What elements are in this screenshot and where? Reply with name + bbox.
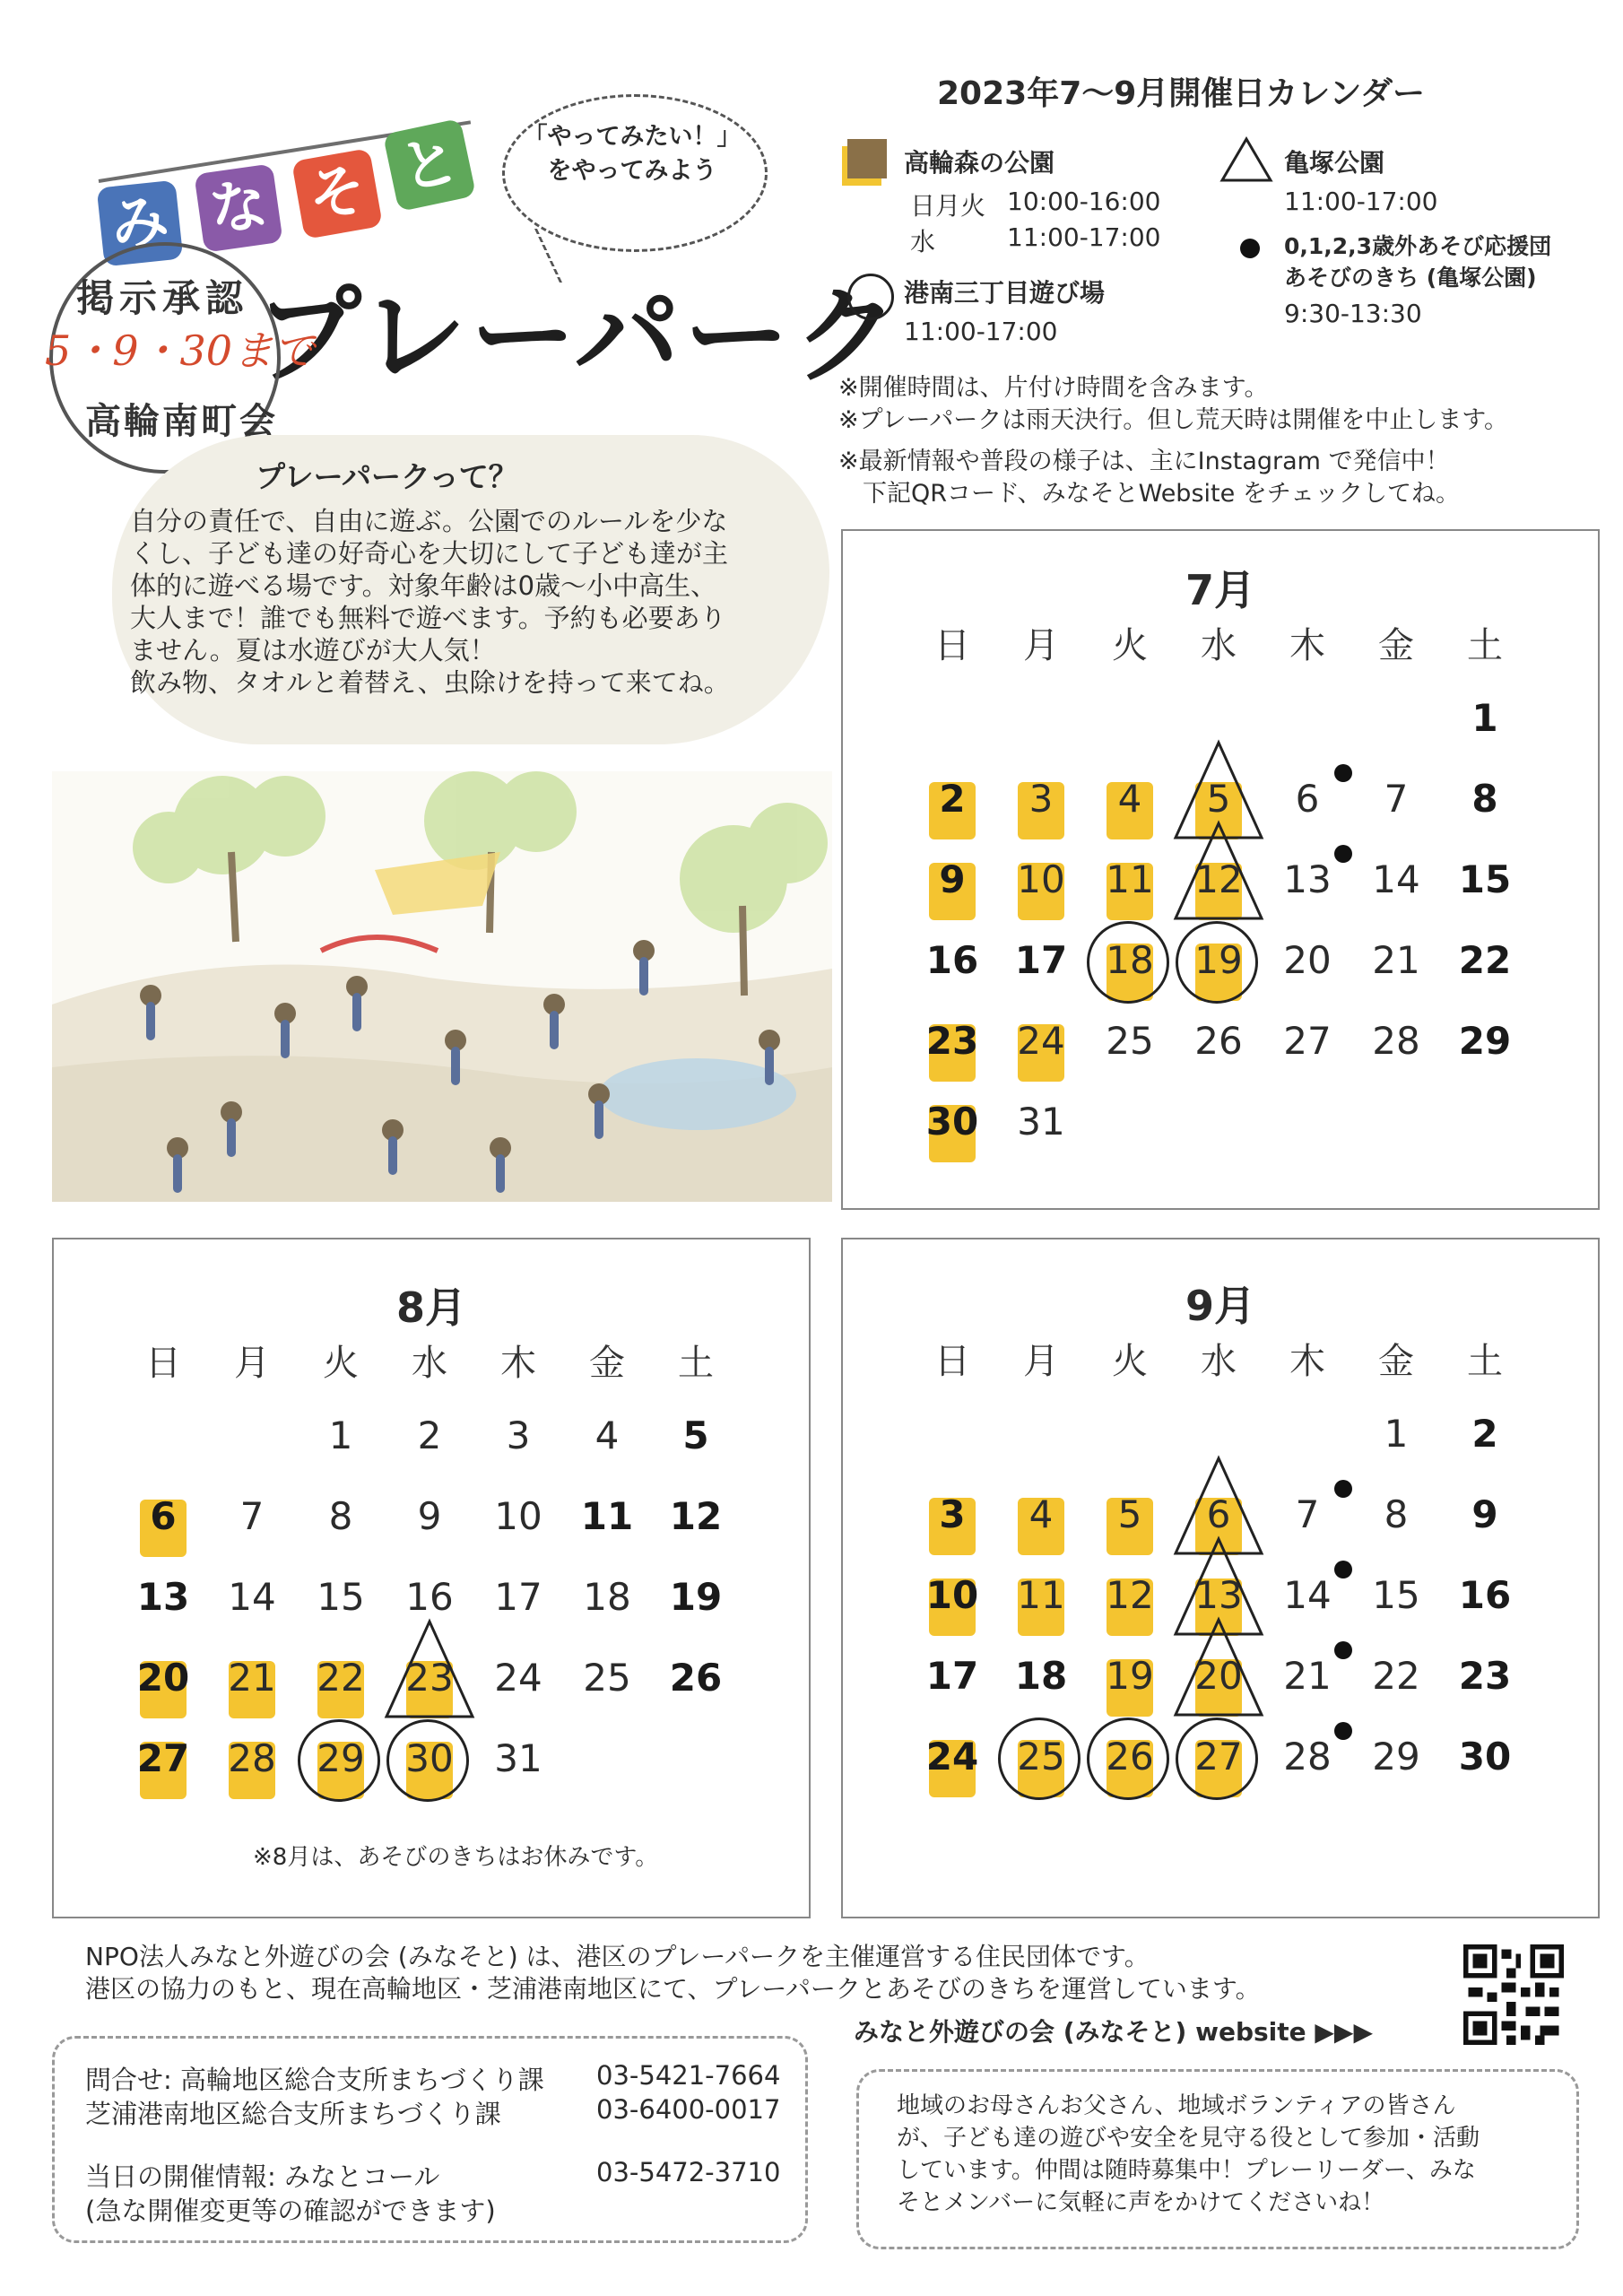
day-number: 22 xyxy=(1458,938,1512,982)
day-number: 3 xyxy=(1028,777,1054,821)
month-label: 9月 xyxy=(1185,1282,1256,1330)
calendar-day xyxy=(907,1006,997,1087)
day-number: 15 xyxy=(1372,1573,1420,1617)
volunteer-text: 地域のお母さんお父さん、地域ボランティアの皆さん が、子ども達の遊びや安全を見守る役として参加・活動 しています。仲間は随時募集中！プレーリーダー、みな そとメンバーに気軽に声をかけてくださいね！ xyxy=(897,2092,1480,2216)
calendar-day xyxy=(385,1724,474,1805)
day-number: 14 xyxy=(1283,1573,1332,1617)
day-number: 29 xyxy=(1458,1019,1512,1063)
circle-legend-icon xyxy=(847,274,894,320)
day-number: 7 xyxy=(239,1494,265,1538)
calendar-day xyxy=(296,1724,386,1805)
day-number: 13 xyxy=(1194,1573,1243,1617)
day-number: 22 xyxy=(317,1656,365,1700)
day-number: 3 xyxy=(939,1492,966,1536)
weekday-header: 火 xyxy=(1112,1341,1148,1382)
calendar-day xyxy=(1351,1399,1441,1480)
day-number: 10 xyxy=(494,1494,542,1538)
calendar-day xyxy=(562,1562,652,1643)
calendar-day xyxy=(473,1401,563,1482)
calendar-day xyxy=(207,1724,297,1805)
day-number: 9 xyxy=(1471,1492,1498,1536)
note-qr: 下記QRコード、みなそとWebsite をチェックしてね。 xyxy=(838,480,1460,508)
day-number: 8 xyxy=(1471,777,1498,821)
calendar-day xyxy=(473,1482,563,1562)
day-number: 14 xyxy=(228,1575,276,1619)
calendar-day xyxy=(996,1561,1086,1641)
calendar-day xyxy=(996,845,1086,926)
stamp-text-date: 5・9・30まで xyxy=(45,326,316,375)
logo-letter-na: な xyxy=(194,163,282,252)
konan-time: 11:00-17:00 xyxy=(904,317,1058,346)
day-number: 24 xyxy=(925,1735,979,1779)
kamezuka-time: 11:00-17:00 xyxy=(1284,187,1438,216)
calendar-day xyxy=(1351,926,1441,1006)
weekday-header: 木 xyxy=(500,1343,536,1384)
kitchi-dot-icon xyxy=(1334,845,1352,863)
day-number: 27 xyxy=(136,1736,190,1780)
calendar-day xyxy=(118,1562,208,1643)
bubble-line-1: 「やってみたい！」 xyxy=(523,123,742,151)
day-number: 28 xyxy=(1372,1019,1420,1063)
calendar-day xyxy=(1440,1006,1530,1087)
calendar-day xyxy=(207,1482,297,1562)
calendar-day xyxy=(1351,845,1441,926)
day-number: 26 xyxy=(669,1656,723,1700)
day-number: 8 xyxy=(328,1494,353,1538)
contact-1-label: 問合せ: 高輪地区総合支所まちづくり課 xyxy=(85,2065,544,2095)
calendar-day xyxy=(1263,1722,1352,1803)
calendar-day xyxy=(1440,683,1530,764)
calendar-day xyxy=(651,1401,741,1482)
day-number: 12 xyxy=(669,1494,723,1538)
calendar-day xyxy=(385,1643,474,1724)
calendar-day xyxy=(996,764,1086,845)
weekday-header: 金 xyxy=(589,1343,625,1384)
note-weather: ※プレーパークは雨天決行。但し荒天時は開催を中止します。 xyxy=(838,406,1509,434)
kitchi-name-1: 0,1,2,3歳外あそび応援団 xyxy=(1284,233,1552,259)
weekday-header: 火 xyxy=(323,1343,359,1384)
day-number: 4 xyxy=(1028,1492,1054,1536)
calendar-day xyxy=(1085,1641,1175,1722)
calendar-day xyxy=(207,1643,297,1724)
calendar-title: 2023年7～9月開催日カレンダー xyxy=(937,75,1425,112)
weekday-header: 金 xyxy=(1378,1341,1414,1382)
calendar-day xyxy=(996,1087,1086,1168)
konan-name: 港南三丁目遊び場 xyxy=(904,278,1106,308)
day-number: 31 xyxy=(494,1736,542,1780)
calendar-day xyxy=(1263,1006,1352,1087)
day-number: 11 xyxy=(1106,857,1154,901)
calendar-day xyxy=(907,764,997,845)
day-number: 17 xyxy=(925,1654,979,1698)
day-number: 29 xyxy=(1372,1735,1420,1779)
day-number: 16 xyxy=(405,1575,454,1619)
kitchi-dot-icon xyxy=(1334,1561,1352,1578)
bubble-line-2: をやってみよう xyxy=(547,157,717,185)
calendar-day xyxy=(296,1401,386,1482)
calendar-day xyxy=(1351,1722,1441,1803)
calendar-day xyxy=(907,1480,997,1561)
calendar-day xyxy=(907,926,997,1006)
qr-code[interactable] xyxy=(1463,1944,1564,2045)
calendar-august xyxy=(52,1238,811,1918)
day-number: 19 xyxy=(669,1575,723,1619)
takanawa-day2: 水 xyxy=(910,227,936,257)
stamp-text-approved: 掲示承認 xyxy=(76,276,249,320)
day-number: 22 xyxy=(1372,1654,1420,1698)
calendar-day xyxy=(1085,1480,1175,1561)
calendar-day xyxy=(385,1482,474,1562)
day-number: 16 xyxy=(925,938,979,982)
weekday-header: 水 xyxy=(1201,1341,1237,1382)
day-number: 28 xyxy=(1283,1735,1332,1779)
calendar-day xyxy=(1174,926,1263,1006)
day-number: 15 xyxy=(1458,857,1512,901)
month-label: 8月 xyxy=(395,1283,467,1332)
calendar-day xyxy=(1174,1006,1263,1087)
day-number: 29 xyxy=(317,1736,365,1780)
day-number: 10 xyxy=(925,1573,979,1617)
day-number: 8 xyxy=(1384,1492,1409,1536)
calendar-day xyxy=(996,1722,1086,1803)
calendar-day xyxy=(1351,1006,1441,1087)
calendar-day xyxy=(1263,1641,1352,1722)
calendar-july xyxy=(841,529,1600,1210)
stamp-text-association: 高輪南町会 xyxy=(85,401,278,442)
day-number: 2 xyxy=(1471,1412,1498,1456)
weekday-header: 土 xyxy=(1467,625,1503,666)
day-number: 2 xyxy=(939,777,966,821)
calendar-day xyxy=(1263,1561,1352,1641)
day-number: 9 xyxy=(939,857,966,901)
calendar-day xyxy=(562,1401,652,1482)
day-number: 19 xyxy=(1106,1654,1154,1698)
day-number: 20 xyxy=(136,1656,190,1700)
month-label: 7月 xyxy=(1185,566,1256,614)
day-number: 26 xyxy=(1194,1019,1243,1063)
weekday-header: 木 xyxy=(1289,1341,1325,1382)
day-number: 2 xyxy=(417,1413,442,1457)
calendar-day xyxy=(1085,926,1175,1006)
calendar-day xyxy=(996,1006,1086,1087)
logo-letter-mi: み xyxy=(97,180,184,267)
page-title: プレーパーク xyxy=(256,274,903,398)
takanawa-day1: 日月火 xyxy=(910,191,986,221)
day-number: 7 xyxy=(1384,777,1409,821)
kitchi-dot-icon xyxy=(1334,1480,1352,1498)
calendar-day xyxy=(1351,764,1441,845)
weekday-header: 月 xyxy=(1023,1341,1059,1382)
day-number: 14 xyxy=(1372,857,1420,901)
note-instagram: ※最新情報や普段の様子は、主にInstagram で発信中！ xyxy=(838,448,1450,475)
weekday-header: 土 xyxy=(678,1343,714,1384)
day-number: 25 xyxy=(583,1656,631,1700)
calendar-day xyxy=(118,1643,208,1724)
day-number: 18 xyxy=(583,1575,631,1619)
calendar-day xyxy=(1085,1722,1175,1803)
note-time: ※開催時間は、片付け時間を含みます。 xyxy=(838,374,1269,402)
day-number: 26 xyxy=(1106,1735,1154,1779)
calendar-day xyxy=(1351,1641,1441,1722)
day-number: 1 xyxy=(328,1413,353,1457)
day-number: 9 xyxy=(417,1494,442,1538)
contact-3-tel[interactable]: 03-5472-3710 xyxy=(596,2157,781,2187)
calendar-day xyxy=(1351,1561,1441,1641)
kamezuka-park-name: 亀塚公園 xyxy=(1284,148,1385,178)
day-number: 21 xyxy=(228,1656,276,1700)
day-number: 3 xyxy=(506,1413,531,1457)
day-number: 6 xyxy=(1295,777,1320,821)
logo-letter-so: そ xyxy=(291,148,383,239)
weekday-header: 日 xyxy=(934,625,970,666)
day-number: 18 xyxy=(1014,1654,1068,1698)
calendar-day xyxy=(907,1722,997,1803)
weekday-header: 木 xyxy=(1289,625,1325,666)
day-number: 30 xyxy=(1458,1735,1512,1779)
calendar-day xyxy=(207,1562,297,1643)
calendar-day xyxy=(1263,764,1352,845)
day-number: 25 xyxy=(1017,1735,1065,1779)
contact-2-tel[interactable]: 03-6400-0017 xyxy=(596,2094,781,2125)
day-number: 7 xyxy=(1295,1492,1320,1536)
contact-2-label: 芝浦港南地区総合支所まちづくり課 xyxy=(85,2099,501,2129)
day-number: 17 xyxy=(494,1575,542,1619)
weekday-header: 日 xyxy=(934,1341,970,1382)
day-number: 30 xyxy=(925,1100,979,1144)
takanawa-time2: 11:00-17:00 xyxy=(1007,222,1161,252)
day-number: 21 xyxy=(1283,1654,1332,1698)
day-number: 17 xyxy=(1014,938,1068,982)
day-number: 15 xyxy=(317,1575,365,1619)
day-number: 18 xyxy=(1106,938,1154,982)
weekday-header: 火 xyxy=(1112,625,1148,666)
calendar-day xyxy=(907,1561,997,1641)
calendar-day xyxy=(651,1643,741,1724)
weekday-header: 水 xyxy=(412,1343,447,1384)
intro-title: プレーパークって？ xyxy=(256,459,518,494)
calendar-day xyxy=(1440,1480,1530,1561)
contact-3-label: 当日の開催情報: みなとコール xyxy=(85,2161,440,2192)
day-number: 30 xyxy=(405,1736,454,1780)
kitchi-dot-icon xyxy=(1334,1722,1352,1740)
calendar-day xyxy=(1263,1480,1352,1561)
calendar-day xyxy=(1351,1480,1441,1561)
footer-line-1: NPO法人みなと外遊びの会 (みなそと) は、港区のプレーパークを主催運営する住民団体です。 xyxy=(85,1942,1150,1971)
day-number: 1 xyxy=(1471,696,1498,740)
day-number: 23 xyxy=(925,1019,979,1063)
logo-letter-to: と xyxy=(383,118,476,212)
day-number: 19 xyxy=(1194,938,1243,982)
day-number: 6 xyxy=(1206,1492,1231,1536)
kitchi-dot-icon xyxy=(1334,764,1352,782)
day-number: 6 xyxy=(150,1494,177,1538)
day-number: 20 xyxy=(1194,1654,1243,1698)
calendar-day xyxy=(907,1641,997,1722)
calendar-day xyxy=(1174,1722,1263,1803)
calendar-day xyxy=(118,1724,208,1805)
calendar-day xyxy=(1440,845,1530,926)
day-number: 23 xyxy=(405,1656,454,1700)
day-number: 12 xyxy=(1194,857,1243,901)
weekday-header: 月 xyxy=(1023,625,1059,666)
calendar-day xyxy=(1085,764,1175,845)
day-number: 25 xyxy=(1106,1019,1154,1063)
calendar-day xyxy=(1440,1722,1530,1803)
day-number: 5 xyxy=(1206,777,1231,821)
day-number: 4 xyxy=(1117,777,1142,821)
website-link[interactable]: みなと外遊びの会 (みなそと) website ▶▶▶ xyxy=(854,2017,1373,2047)
calendar-day xyxy=(473,1643,563,1724)
calendar-day xyxy=(1440,1561,1530,1641)
calendar-day xyxy=(1174,845,1263,926)
calendar-day xyxy=(996,1641,1086,1722)
calendar-day xyxy=(562,1643,652,1724)
calendar-day xyxy=(473,1724,563,1805)
weekday-header: 月 xyxy=(234,1343,270,1384)
calendar-day xyxy=(1085,845,1175,926)
day-number: 31 xyxy=(1017,1100,1065,1144)
calendar-day xyxy=(996,1480,1086,1561)
calendar-day xyxy=(1085,1561,1175,1641)
calendar-september xyxy=(841,1238,1600,1918)
calendar-day xyxy=(996,926,1086,1006)
calendar-day xyxy=(385,1401,474,1482)
kitchi-name-2: あそびのきち (亀塚公園) xyxy=(1284,265,1537,291)
calendar-day xyxy=(1085,1006,1175,1087)
calendar-day xyxy=(296,1482,386,1562)
calendar-day xyxy=(1263,926,1352,1006)
weekday-header: 金 xyxy=(1378,625,1414,666)
day-number: 4 xyxy=(595,1413,620,1457)
playground-illustration xyxy=(52,771,832,1202)
contact-4-label: (急な開催変更等の確認ができます) xyxy=(85,2196,496,2226)
day-number: 1 xyxy=(1384,1412,1409,1456)
day-number: 23 xyxy=(1458,1654,1512,1698)
kitchi-time: 9:30-13:30 xyxy=(1284,299,1422,328)
calendar-day xyxy=(1263,845,1352,926)
calendar-day xyxy=(651,1482,741,1562)
day-number: 28 xyxy=(228,1736,276,1780)
calendar-day xyxy=(296,1643,386,1724)
calendar-day xyxy=(907,1087,997,1168)
day-number: 11 xyxy=(580,1494,634,1538)
day-number: 24 xyxy=(494,1656,542,1700)
weekday-header: 土 xyxy=(1467,1341,1503,1382)
day-number: 27 xyxy=(1194,1735,1243,1779)
day-number: 11 xyxy=(1017,1573,1065,1617)
day-number: 20 xyxy=(1283,938,1332,982)
calendar-day xyxy=(907,845,997,926)
day-number: 13 xyxy=(1283,857,1332,901)
august-note: ※8月は、あそびのきちはお休みです。 xyxy=(253,1844,659,1871)
calendar-day xyxy=(1174,1641,1263,1722)
takanawa-park-marker xyxy=(847,139,887,178)
day-number: 12 xyxy=(1106,1573,1154,1617)
calendar-day xyxy=(1440,1641,1530,1722)
calendar-day xyxy=(562,1482,652,1562)
weekday-header: 日 xyxy=(145,1343,181,1384)
calendar-day xyxy=(1440,764,1530,845)
dot-legend-icon xyxy=(1240,239,1260,258)
calendar-day xyxy=(118,1482,208,1562)
kitchi-dot-icon xyxy=(1334,1641,1352,1659)
calendar-day xyxy=(651,1562,741,1643)
day-number: 5 xyxy=(1117,1492,1142,1536)
intro-body: 自分の責任で、自由に遊ぶ。公園でのルールを少な くし、子ども達の好奇心を大切にして子ども達が主 体的に遊べる場です。対象年齢は0歳～小中高生、 大人まで！誰でも無料で遊べます。予約も必要あり ません。夏は水遊びが大人気！ 飲み物、タオルと着替え、虫除けを持って来てね。 xyxy=(130,506,730,698)
footer-line-2: 港区の協力のもと、現在高輪地区・芝浦港南地区にて、プレーパークとあそびのきちを運営しています。 xyxy=(85,1974,1261,2004)
day-number: 5 xyxy=(682,1413,709,1457)
calendar-day xyxy=(296,1562,386,1643)
contact-1-tel[interactable]: 03-5421-7664 xyxy=(596,2060,781,2091)
day-number: 13 xyxy=(136,1575,190,1619)
day-number: 16 xyxy=(1458,1573,1512,1617)
takanawa-park-name: 高輪森の公園 xyxy=(904,148,1055,178)
calendar-day xyxy=(473,1562,563,1643)
day-number: 27 xyxy=(1283,1019,1332,1063)
weekday-header: 水 xyxy=(1201,625,1237,666)
day-number: 24 xyxy=(1017,1019,1065,1063)
calendar-day xyxy=(1440,926,1530,1006)
triangle-legend-icon xyxy=(1219,136,1273,183)
day-number: 21 xyxy=(1372,938,1420,982)
calendar-day xyxy=(1440,1399,1530,1480)
takanawa-time1: 10:00-16:00 xyxy=(1007,187,1161,216)
day-number: 10 xyxy=(1017,857,1065,901)
